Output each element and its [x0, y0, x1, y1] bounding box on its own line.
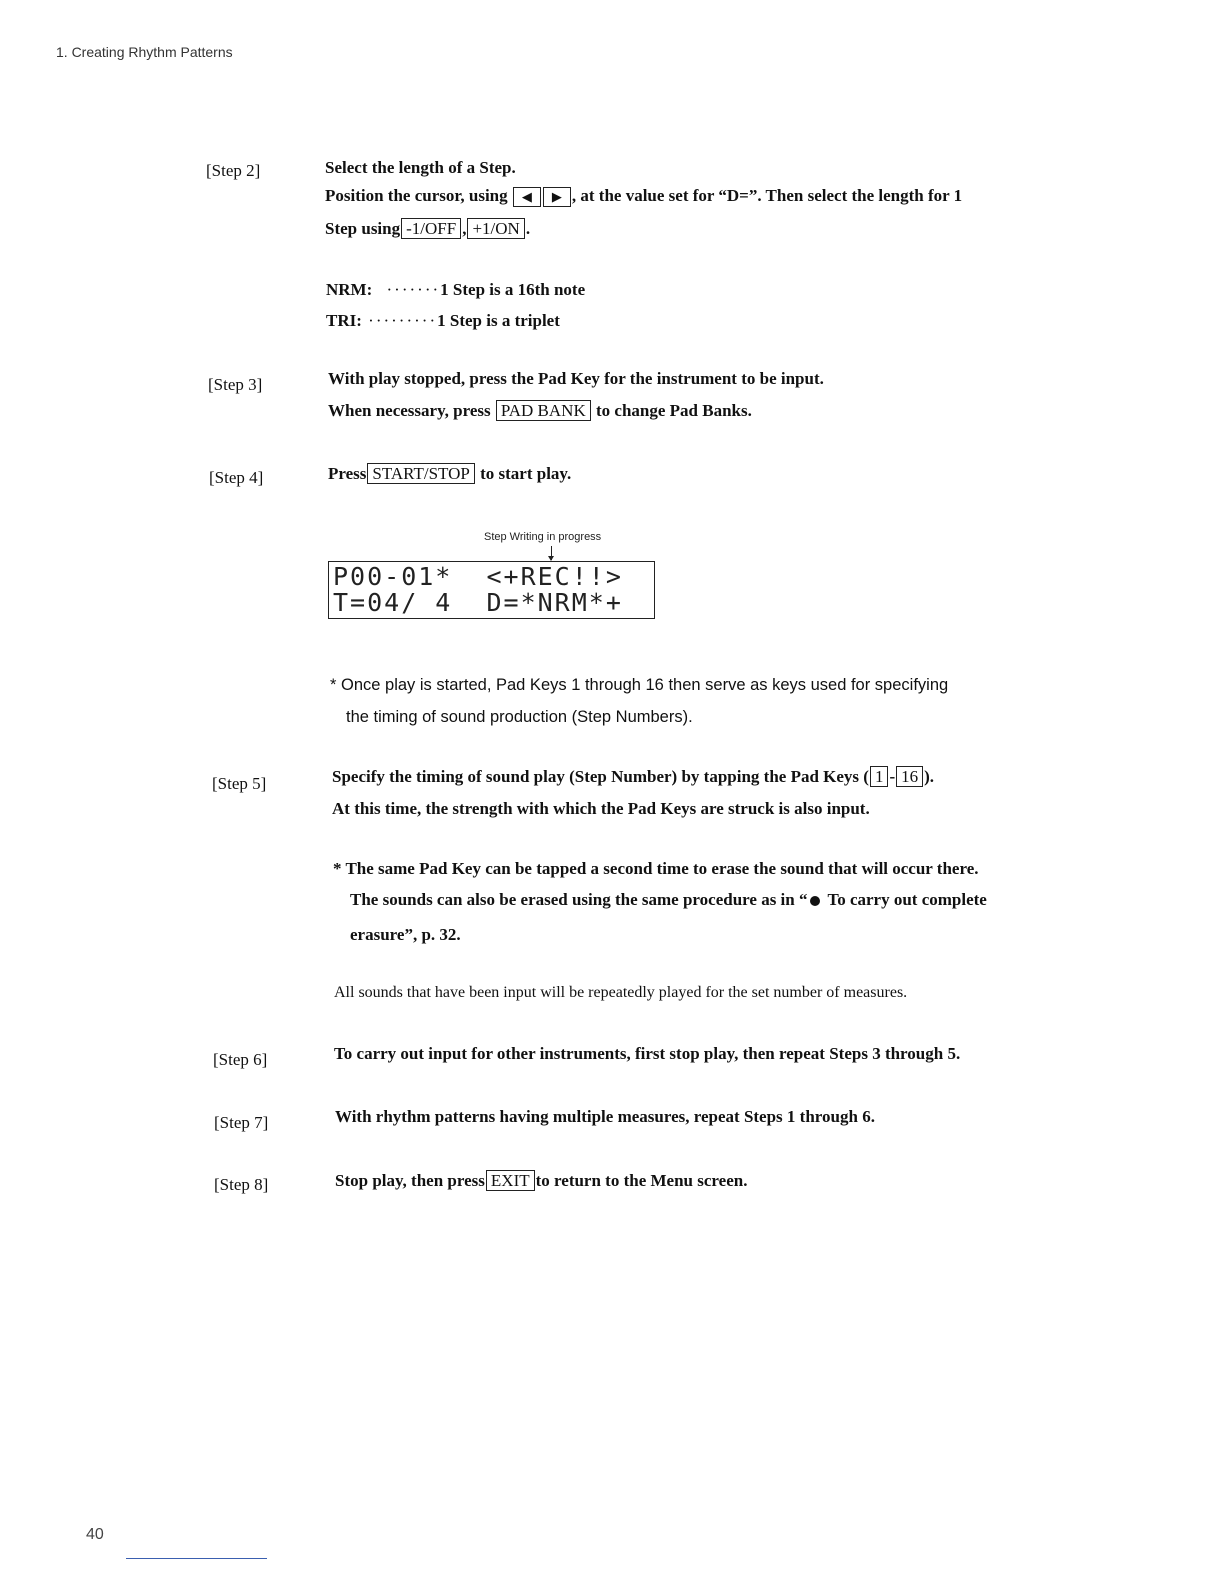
step-4-text: Press — [328, 464, 367, 483]
filled-circle-icon — [810, 896, 820, 906]
key-separator: , — [462, 219, 467, 238]
step-2-label: [Step 2] — [206, 161, 261, 180]
lcd-display — [328, 561, 655, 619]
step-3-instruction: With play stopped, press the Pad Key for the instrument to be input. — [328, 369, 824, 388]
step-5-line-1 — [332, 766, 934, 787]
exit-key: EXIT — [486, 1170, 535, 1191]
step-8-line — [335, 1170, 747, 1191]
step-3-bank-line — [328, 400, 752, 421]
step-2-length-end: . — [525, 219, 531, 238]
step-5-text-end: ). — [924, 767, 935, 786]
plus-one-on-key: +1/ON — [467, 218, 524, 239]
display-caption: Step Writing in progress — [484, 531, 602, 543]
key-range-dash: - — [889, 767, 896, 786]
note-2-line-3: erasure”, p. 32. — [350, 925, 461, 944]
note-1-line-2: the timing of sound production (Step Numbers). — [346, 708, 693, 726]
step-8-end: to return to the Menu screen. — [535, 1171, 748, 1190]
tri-definition — [326, 311, 560, 331]
left-arrow-key-icon: ◀ — [513, 187, 541, 207]
note-2-text: The sounds can also be erased using the same procedure as in “ — [350, 890, 808, 909]
pad-bank-key: PAD BANK — [496, 400, 591, 421]
step-2-cursor-text: Position the cursor, using — [325, 186, 508, 205]
step-2-length-line — [325, 218, 530, 239]
step-6-text: To carry out input for other instruments, first stop play, then repeat Steps 3 through 5. — [334, 1044, 961, 1063]
step-4-end: to start play. — [480, 464, 572, 483]
step-3-bank-text: When necessary, press — [328, 401, 491, 420]
page-number: 40 — [86, 1526, 104, 1543]
pad-key-1: 1 — [870, 766, 889, 787]
nrm-text: 1 Step is a 16th note — [440, 280, 586, 299]
running-head: 1. Creating Rhythm Patterns — [56, 44, 233, 60]
step-5-label: [Step 5] — [212, 774, 267, 793]
footer-rule — [126, 1558, 267, 1559]
step-5-line-2: At this time, the strength with which the Pad Keys are struck is also input. — [332, 799, 870, 818]
start-stop-key: START/STOP — [367, 463, 474, 484]
step-8-label: [Step 8] — [214, 1175, 269, 1194]
nrm-label: NRM: — [326, 280, 373, 299]
right-arrow-key-icon: ▶ — [543, 187, 571, 207]
step-8-text: Stop play, then press — [335, 1171, 485, 1190]
step-2-length-text: Step using — [325, 219, 401, 238]
nrm-definition — [326, 280, 585, 300]
step-4-label: [Step 4] — [209, 468, 264, 487]
step-2-cursor-text-end: , at the value set for “D=”. Then select the length for 1 — [571, 186, 963, 205]
display-pointer-arrow — [551, 546, 552, 560]
tri-text: 1 Step is a triplet — [437, 311, 560, 330]
lcd-row-2: T=04/ 4 D=*NRM*+ — [333, 588, 623, 617]
step-2-cursor-line — [325, 186, 962, 207]
nrm-dots: ······· — [386, 280, 441, 299]
step-7-text: With rhythm patterns having multiple measures, repeat Steps 1 through 6. — [335, 1107, 875, 1126]
step-5-text: Specify the timing of sound play (Step Number) by tapping the Pad Keys ( — [332, 767, 869, 786]
minus-one-off-key: -1/OFF — [401, 218, 461, 239]
tri-dots: ········· — [368, 311, 438, 330]
repeat-note: All sounds that have been input will be repeatedly played for the set number of measures. — [334, 984, 908, 1001]
step-2-instruction: Select the length of a Step. — [325, 158, 516, 177]
step-3-bank-end: to change Pad Banks. — [595, 401, 752, 420]
note-2-line-1: * The same Pad Key can be tapped a second time to erase the sound that will occur there. — [333, 859, 979, 878]
lcd-row-1: P00-01* <+REC!!> — [333, 562, 623, 591]
step-4-line — [328, 463, 571, 484]
pad-key-16: 16 — [896, 766, 923, 787]
tri-label: TRI: — [326, 311, 362, 330]
step-6-label: [Step 6] — [213, 1050, 268, 1069]
step-3-label: [Step 3] — [208, 375, 263, 394]
note-1-line-1: * Once play is started, Pad Keys 1 through 16 then serve as keys used for specifying — [330, 676, 949, 694]
note-2-text-end: To carry out complete — [827, 890, 987, 909]
note-2-line-2 — [350, 890, 987, 910]
step-7-label: [Step 7] — [214, 1113, 269, 1132]
